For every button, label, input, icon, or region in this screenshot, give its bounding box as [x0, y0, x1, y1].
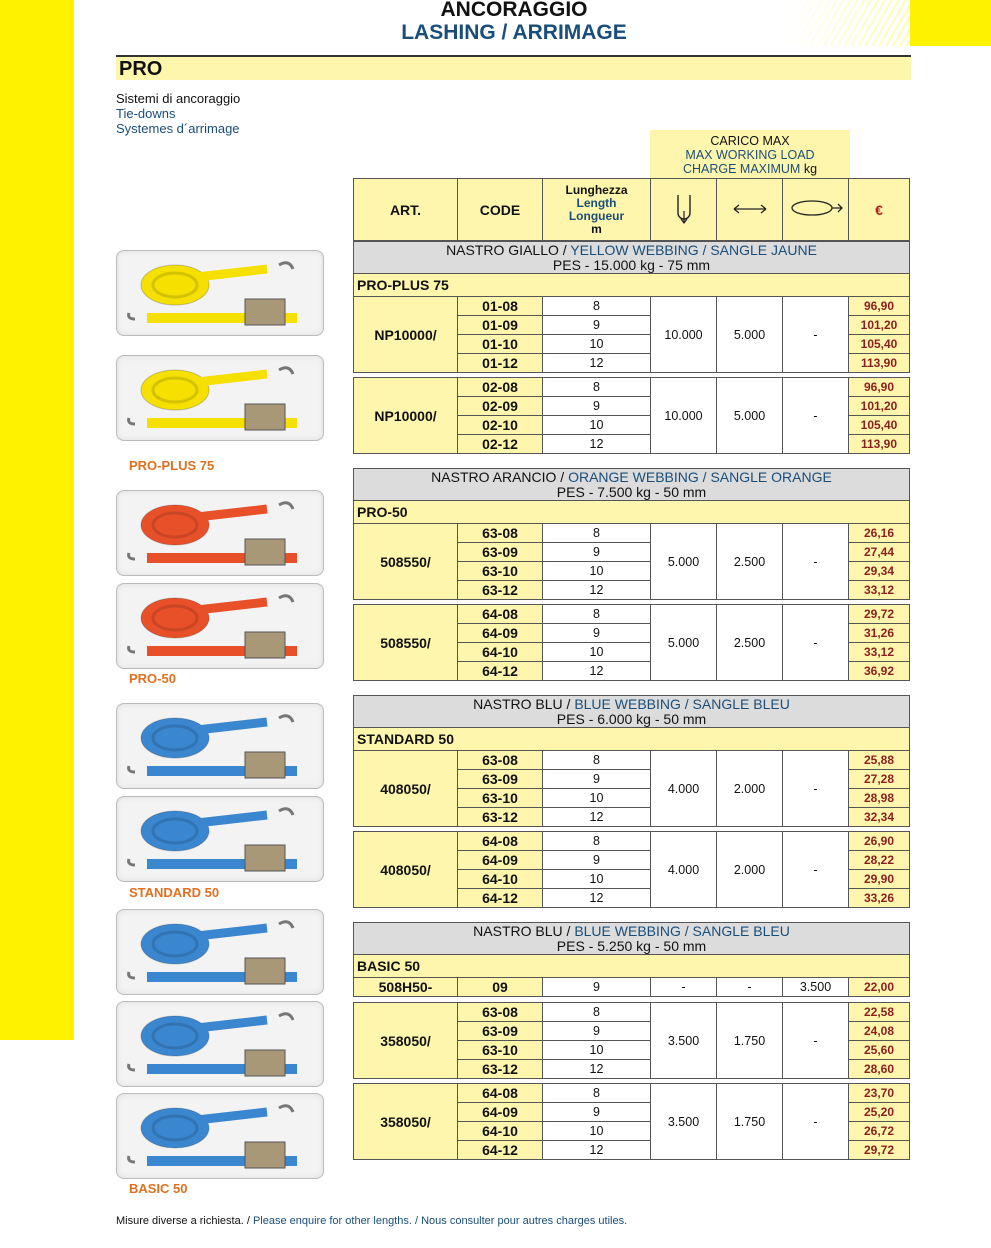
- ratchet-strap-image: [117, 491, 324, 576]
- section-heading: [354, 696, 910, 728]
- price-cell: 105,40: [849, 416, 910, 435]
- load-loop-cell: -: [783, 605, 849, 681]
- price-cell: 22,58: [849, 1003, 910, 1022]
- length-cell: 12: [543, 808, 651, 827]
- code-cell: 64-08: [458, 1084, 543, 1103]
- art-cell: 358050/: [354, 1084, 458, 1160]
- load-loop-cell: -: [783, 1003, 849, 1079]
- length-cell: 12: [543, 581, 651, 600]
- hook-load-icon: [669, 212, 699, 228]
- load-hook-cell: 5.000: [651, 524, 717, 600]
- price-cell: 28,60: [849, 1060, 910, 1079]
- section-band: [116, 55, 911, 80]
- product-group: [353, 1083, 910, 1160]
- section-name-rest: YELLOW WEBBING / SANGLE JAUNE: [570, 241, 817, 258]
- price-cell: 31,26: [849, 624, 910, 643]
- model-name: PRO-PLUS 75: [354, 274, 910, 297]
- length-cell: 12: [543, 662, 651, 681]
- code-cell: 64-10: [458, 870, 543, 889]
- product-photo: [116, 583, 324, 669]
- product-photo: [116, 796, 324, 882]
- load-hook-cell: 5.000: [651, 605, 717, 681]
- col-code: CODE: [458, 179, 543, 241]
- length-cell: 8: [543, 1003, 651, 1022]
- length-cell: 12: [543, 889, 651, 908]
- product-group: [353, 604, 910, 681]
- carico-unit: kg: [803, 162, 818, 176]
- section-name-rest: ORANGE WEBBING / SANGLE ORANGE: [568, 468, 832, 485]
- price-cell: 113,90: [849, 435, 910, 454]
- section-name: [354, 470, 909, 485]
- code-cell: 64-10: [458, 643, 543, 662]
- price-cell: 25,60: [849, 1041, 910, 1060]
- load-hook-cell: 3.500: [651, 1003, 717, 1079]
- product-group: [353, 523, 910, 600]
- price-cell: 101,20: [849, 316, 910, 335]
- product-group: [353, 831, 910, 908]
- price-cell: 26,90: [849, 832, 910, 851]
- product-photo: [116, 250, 324, 336]
- load-loop-cell: -: [783, 751, 849, 827]
- code-cell: 63-12: [458, 1060, 543, 1079]
- intro-fr: Systemes d´arrimage: [116, 121, 240, 136]
- product-group: [353, 377, 910, 454]
- section-name-it: NASTRO GIALLO /: [446, 241, 571, 258]
- price-cell: 105,40: [849, 335, 910, 354]
- section-heading: [354, 242, 910, 274]
- product-label: STANDARD 50: [129, 885, 220, 900]
- product-label: PRO-50: [129, 671, 176, 686]
- ratchet-strap-image: [117, 704, 324, 789]
- length-cell: 9: [543, 316, 651, 335]
- len-en: Length: [576, 195, 617, 210]
- price-cell: 113,90: [849, 354, 910, 373]
- footer-note: [116, 1215, 627, 1227]
- table-row: [354, 832, 910, 851]
- load-hook-cell: 3.500: [651, 1084, 717, 1160]
- price-cell: 29,72: [849, 1141, 910, 1160]
- load-straight-cell: 2.000: [717, 832, 783, 908]
- art-cell: 508H50-: [354, 978, 458, 997]
- price-cell: 25,88: [849, 751, 910, 770]
- loop-load-icon: [788, 207, 844, 223]
- load-loop-cell: -: [783, 378, 849, 454]
- price-cell: 33,12: [849, 581, 910, 600]
- ratchet-strap-image: [117, 251, 324, 336]
- carico-en: MAX WORKING LOAD: [685, 148, 815, 162]
- load-hook-cell: 4.000: [651, 832, 717, 908]
- price-cell: 29,34: [849, 562, 910, 581]
- length-cell: 8: [543, 297, 651, 316]
- length-cell: 8: [543, 524, 651, 543]
- section-table: [353, 695, 910, 751]
- price-cell: 29,90: [849, 870, 910, 889]
- code-cell: 63-09: [458, 770, 543, 789]
- length-cell: 9: [543, 397, 651, 416]
- price-cell: 101,20: [849, 397, 910, 416]
- code-cell: 64-09: [458, 1103, 543, 1122]
- carico-fr-line: [650, 162, 850, 176]
- footer-rest: Please enquire for other lengths. / Nous consulter pour autres charges utiles.: [252, 1215, 628, 1227]
- art-cell: 358050/: [354, 1003, 458, 1079]
- load-loop-cell: -: [783, 832, 849, 908]
- footer-it: Misure diverse a richiesta. /: [116, 1215, 253, 1227]
- length-cell: 8: [543, 1084, 651, 1103]
- product-photo: [116, 355, 324, 441]
- section-heading: [354, 923, 910, 955]
- carico-it: CARICO MAX: [710, 134, 790, 148]
- product-photo: [116, 490, 324, 576]
- col-length: [543, 179, 651, 241]
- code-cell: 63-12: [458, 808, 543, 827]
- price-cell: 26,16: [849, 524, 910, 543]
- art-cell: 408050/: [354, 832, 458, 908]
- art-cell: 508550/: [354, 605, 458, 681]
- table-row: [354, 605, 910, 624]
- length-cell: 10: [543, 335, 651, 354]
- price-cell: 32,34: [849, 808, 910, 827]
- section-spec: PES - 15.000 kg - 75 mm: [552, 256, 711, 273]
- length-cell: 12: [543, 1141, 651, 1160]
- code-cell: 01-12: [458, 354, 543, 373]
- code-cell: 63-08: [458, 1003, 543, 1022]
- length-cell: 12: [543, 435, 651, 454]
- col-art: ART.: [354, 179, 458, 241]
- load-loop-cell: -: [783, 1084, 849, 1160]
- ratchet-strap-image: [117, 797, 324, 882]
- product-group: [353, 296, 910, 373]
- col-loop-load-icon: [783, 179, 849, 241]
- length-cell: 8: [543, 832, 651, 851]
- code-cell: 64-12: [458, 1141, 543, 1160]
- intro-en: Tie-downs: [116, 106, 176, 121]
- model-name: STANDARD 50: [354, 728, 910, 751]
- section-heading: [354, 469, 910, 501]
- code-cell: 64-10: [458, 1122, 543, 1141]
- table-row: [354, 1084, 910, 1103]
- price-cell: 26,72: [849, 1122, 910, 1141]
- price-cell: 27,28: [849, 770, 910, 789]
- price-cell: 24,08: [849, 1022, 910, 1041]
- section-name: [354, 243, 909, 258]
- ratchet-strap-image: [117, 584, 324, 669]
- code-cell: 64-09: [458, 624, 543, 643]
- code-cell: 63-09: [458, 1022, 543, 1041]
- load-straight-cell: 2.500: [717, 524, 783, 600]
- price-cell: 96,90: [849, 378, 910, 397]
- code-cell: 64-12: [458, 662, 543, 681]
- section-table: [353, 468, 910, 524]
- price-cell: 33,12: [849, 643, 910, 662]
- load-loop-cell: -: [783, 524, 849, 600]
- table-row: [354, 751, 910, 770]
- product-group: [353, 750, 910, 827]
- code-cell: 01-09: [458, 316, 543, 335]
- load-hook-cell: 10.000: [651, 378, 717, 454]
- product-photo: [116, 909, 324, 995]
- price-cell: 28,98: [849, 789, 910, 808]
- product-photo: [116, 703, 324, 789]
- length-cell: 10: [543, 1122, 651, 1141]
- page-subtitle: LASHING / ARRIMAGE: [401, 21, 627, 44]
- ratchet-strap-image: [117, 356, 324, 441]
- section-spec: PES - 5.250 kg - 50 mm: [556, 937, 707, 954]
- max-load-header: [650, 130, 850, 178]
- section-table: [353, 922, 910, 997]
- code-cell: 64-08: [458, 605, 543, 624]
- product-photo: [116, 1001, 324, 1087]
- product-label: BASIC 50: [129, 1181, 188, 1196]
- model-name: PRO-50: [354, 501, 910, 524]
- code-cell: 02-09: [458, 397, 543, 416]
- price-cell: 27,44: [849, 543, 910, 562]
- intro-it: Sistemi di ancoraggio: [116, 91, 241, 106]
- section-name-it: NASTRO ARANCIO /: [431, 468, 569, 485]
- length-cell: 10: [543, 562, 651, 581]
- code-cell: 63-10: [458, 789, 543, 808]
- price-cell: 33,26: [849, 889, 910, 908]
- load-straight-cell: 2.000: [717, 751, 783, 827]
- length-cell: 9: [543, 1103, 651, 1122]
- ratchet-strap-image: [117, 910, 324, 995]
- product-label: PRO-PLUS 75: [129, 458, 215, 473]
- header-table: [353, 178, 910, 241]
- length-cell: 10: [543, 1041, 651, 1060]
- section-table: [353, 241, 910, 297]
- length-cell: 9: [543, 770, 651, 789]
- load-straight-cell: 1.750: [717, 1003, 783, 1079]
- code-cell: 63-10: [458, 562, 543, 581]
- length-cell: 9: [543, 1022, 651, 1041]
- price-cell: 25,20: [849, 1103, 910, 1122]
- load-straight-cell: 1.750: [717, 1084, 783, 1160]
- section-spec: PES - 7.500 kg - 50 mm: [556, 483, 707, 500]
- load-straight-cell: 2.500: [717, 605, 783, 681]
- load-straight-cell: 5.000: [717, 378, 783, 454]
- load-loop-cell: -: [783, 297, 849, 373]
- section-name-rest: BLUE WEBBING / SANGLE BLEU: [574, 695, 790, 712]
- ratchet-strap-image: [117, 1094, 324, 1179]
- length-cell: 9: [543, 624, 651, 643]
- code-cell: 02-10: [458, 416, 543, 435]
- load-hook-cell: 4.000: [651, 751, 717, 827]
- col-price: €: [849, 179, 910, 241]
- price-cell: 96,90: [849, 297, 910, 316]
- length-cell: 10: [543, 643, 651, 662]
- len-fr: Longueur: [568, 208, 625, 223]
- length-cell: 10: [543, 416, 651, 435]
- length-cell: 8: [543, 751, 651, 770]
- section-name: [354, 924, 909, 939]
- ratchet-strap-image: [117, 1002, 324, 1087]
- load-straight-cell: 5.000: [717, 297, 783, 373]
- section-name-it: NASTRO BLU /: [473, 922, 575, 939]
- length-cell: 9: [543, 851, 651, 870]
- length-cell: 12: [543, 1060, 651, 1079]
- col-hook-load-icon: [651, 179, 717, 241]
- length-cell: 12: [543, 354, 651, 373]
- product-group: [353, 1002, 910, 1079]
- carico-fr: CHARGE MAXIMUM: [682, 162, 801, 176]
- load-straight-cell: -: [717, 978, 783, 997]
- table-row: [354, 1003, 910, 1022]
- price-cell: 23,70: [849, 1084, 910, 1103]
- yellow-sidebar: [0, 0, 74, 1040]
- code-cell: 63-08: [458, 751, 543, 770]
- code-cell: 01-10: [458, 335, 543, 354]
- intro-text: [116, 91, 240, 136]
- section-title: PRO: [119, 58, 163, 80]
- art-cell: NP10000/: [354, 297, 458, 373]
- load-loop-cell: 3.500: [783, 978, 849, 997]
- art-cell: 508550/: [354, 524, 458, 600]
- code-cell: 02-08: [458, 378, 543, 397]
- section-spec: PES - 6.000 kg - 50 mm: [556, 710, 707, 727]
- art-cell: NP10000/: [354, 378, 458, 454]
- col-straight-pull-icon: [717, 179, 783, 241]
- len-unit: m: [591, 221, 602, 236]
- table-row: [354, 378, 910, 397]
- price-cell: 29,72: [849, 605, 910, 624]
- table-row: [354, 978, 910, 997]
- model-name: BASIC 50: [354, 955, 910, 978]
- code-cell: 63-08: [458, 524, 543, 543]
- code-cell: 64-08: [458, 832, 543, 851]
- price-cell: 28,22: [849, 851, 910, 870]
- code-cell: 09: [458, 978, 543, 997]
- length-cell: 10: [543, 870, 651, 889]
- code-cell: 63-10: [458, 1041, 543, 1060]
- straight-pull-icon: [730, 202, 770, 218]
- length-cell: 9: [543, 978, 651, 997]
- load-hook-cell: 10.000: [651, 297, 717, 373]
- len-it: Lunghezza: [565, 182, 628, 197]
- product-photo: [116, 1093, 324, 1179]
- price-cell: 36,92: [849, 662, 910, 681]
- code-cell: 01-08: [458, 297, 543, 316]
- length-cell: 9: [543, 543, 651, 562]
- code-cell: 63-12: [458, 581, 543, 600]
- length-cell: 8: [543, 605, 651, 624]
- price-cell: 22,00: [849, 978, 910, 997]
- table-row: [354, 297, 910, 316]
- page-title: ANCORAGGIO: [440, 0, 588, 21]
- section-name: [354, 697, 909, 712]
- length-cell: 8: [543, 378, 651, 397]
- code-cell: 64-12: [458, 889, 543, 908]
- code-cell: 63-09: [458, 543, 543, 562]
- load-hook-cell: -: [651, 978, 717, 997]
- section-name-rest: BLUE WEBBING / SANGLE BLEU: [574, 922, 790, 939]
- section-name-it: NASTRO BLU /: [473, 695, 575, 712]
- code-cell: 02-12: [458, 435, 543, 454]
- art-cell: 408050/: [354, 751, 458, 827]
- code-cell: 64-09: [458, 851, 543, 870]
- table-row: [354, 524, 910, 543]
- length-cell: 10: [543, 789, 651, 808]
